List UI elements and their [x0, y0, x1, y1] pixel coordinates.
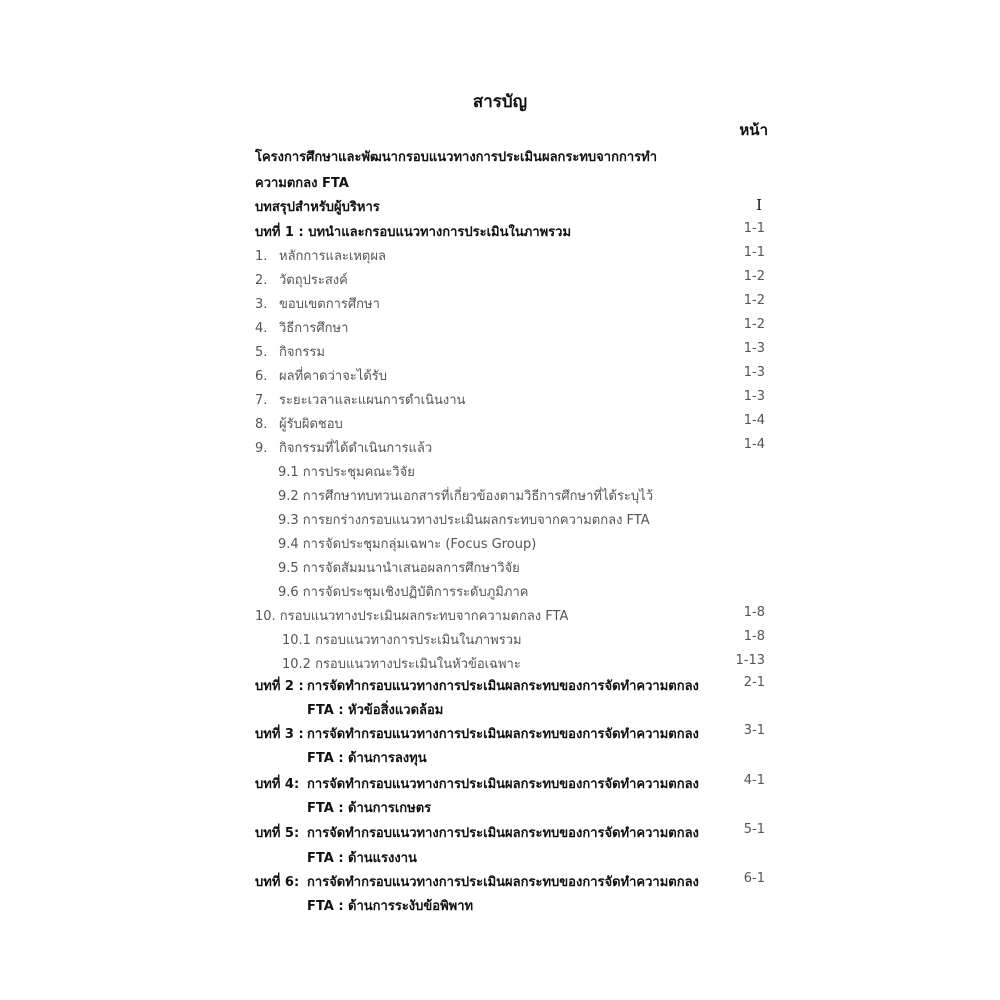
page-title: สารบัญ — [472, 92, 528, 112]
page-column-header: หน้า — [739, 121, 768, 139]
toc-page: สารบัญ หน้า โครงการศึกษาและพัฒนากรอบแนวทางการประเมินผลกระทบจากการทำ ความตกลง FTA บทสรุปสำหรับผู้บริหาร I บทที่ 1 : บทนำและกรอบแนวทางการประเมินในภาพรวม 1-1 1. หลักการและเหตุผล 1-1 2. วัตถุประสงค์ 1-2 3. ขอบเขตการศึกษา 1-2 4. วิธีการศึกษา 1-2 5. กิจกรรม 1-3 6. ผลที่คาดว่าจะได้รับ 1-3 7. ระยะเวลาและแผนการดำเนินงาน 1-3 8. ผู้รับผิดชอบ 1-4 9. กิจกรรมที่ได้ดำเนินการแล้ว 1-4 9.1 การประชุมคณะวิจัย 9.2 การศึกษาทบทวนเอกสารที่เกี่ยวข้องตามวิธีการศึกษาที่ได้ระบุไว้ 9.3 การยกร่างกรอบแนวทางประเมินผลกระทบจากความตกลง FTA 9.4 การจัดประชุมกลุ่มเฉพาะ (Focus Group) 9.5 การจัดสัมมนานำเสนอผลการศึกษาวิจัย 9.6 การจัดประชุมเชิงปฏิบัติการระดับภูมิภาค 10. กรอบแนวทางประเมินผลกระทบจากความตกลง FTA 1-8 10.1 กรอบแนวทางการประเมินในภาพรวม 1-8 10.2 กรอบแนวทางประเมินในหัวข้อเฉพาะ 1-13 บทที่ 2 : การจัดทำกรอบแนวทางการประเมินผลกระทบของการจัดทำความตกลง 2-1 FTA : หัวข้อสิ่งแวดล้อม บทที่ 3 : การจัดทำกรอบแนวทางการประเมินผลกระทบของการจัดทำความตกลง 3-1 FTA : ด้านการลงทุน บทที่ 4: การจัดทำกรอบแนวทางการประเมินผลกระทบของการจัดทำความตกลง 4-1 FTA : ด้านการเกษตร บทที่ 5: การจัดทำกรอบแนวทางการประเมินผลกระทบของการจัดทำความตกลง 5-1 FTA : ด้านแรงงาน บทที่ 6: การจัดทำกรอบแนวทางการประเมินผลกระทบของการจัดทำความตกลง 6-1 FTA : ด้านการระงับข้อพิพาท — [0, 0, 1000, 1000]
